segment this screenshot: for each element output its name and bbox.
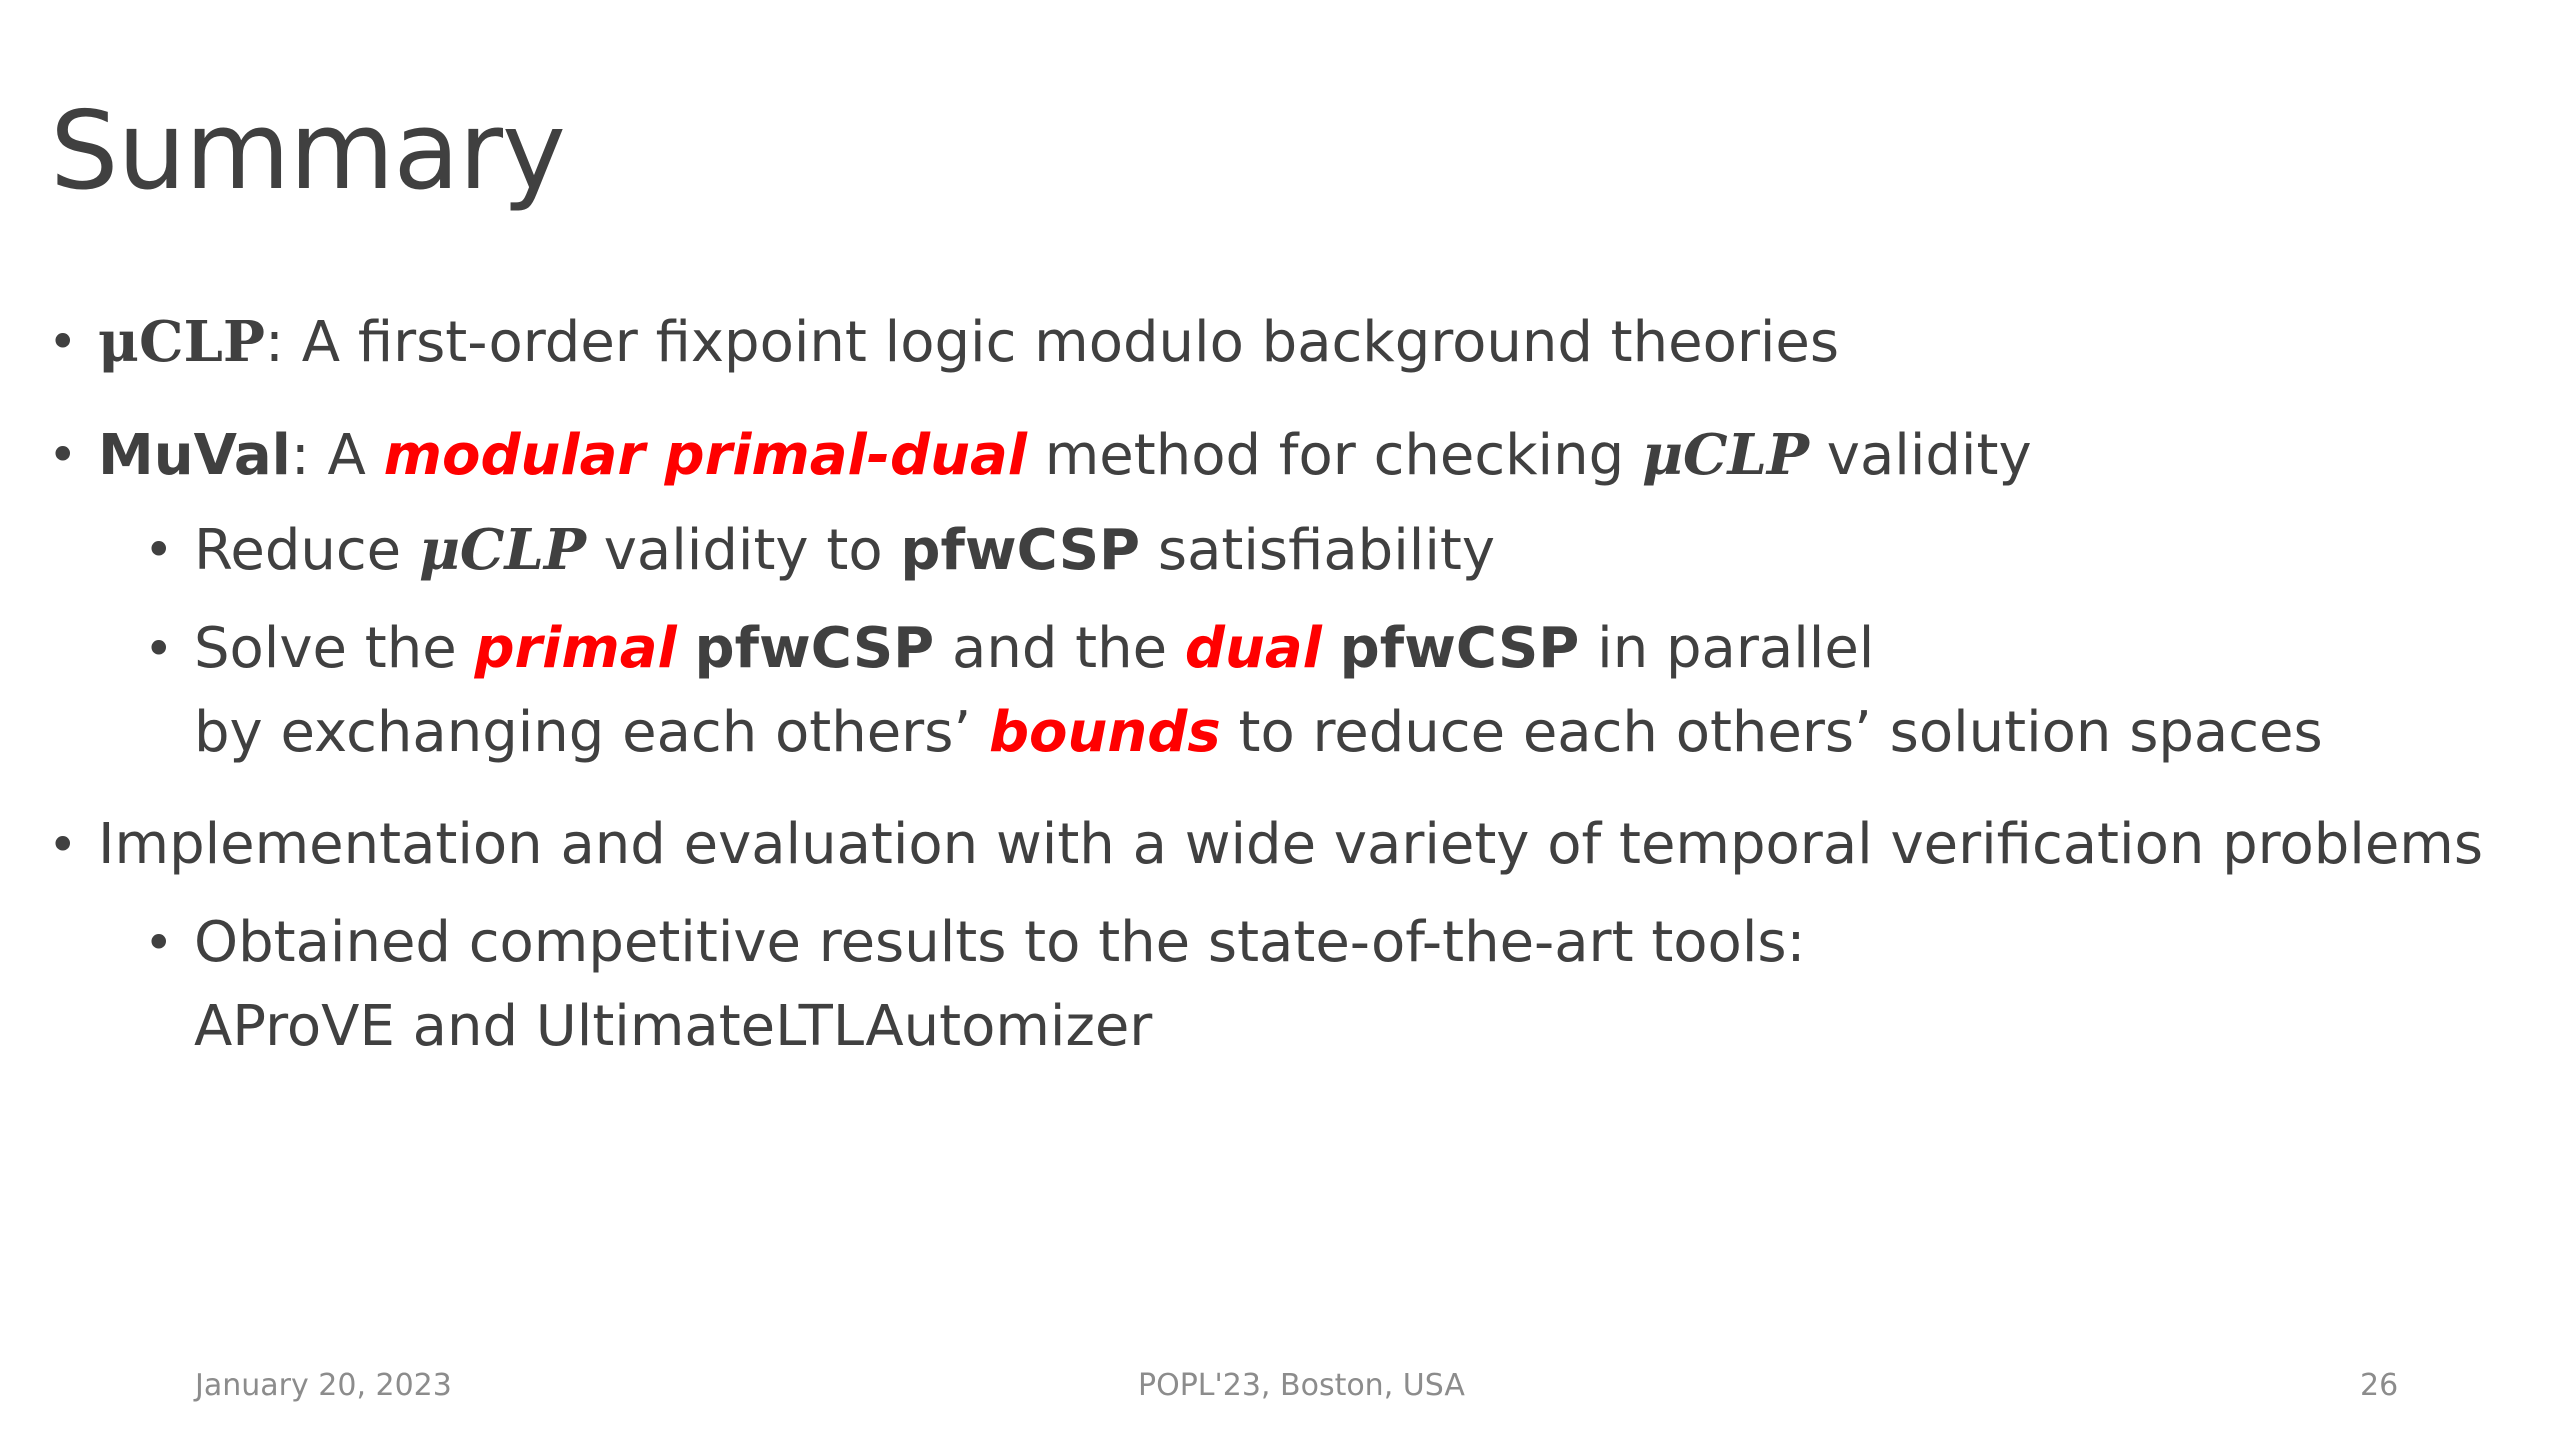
subbullet-solve [48,607,2518,775]
slide-body [48,300,2518,1081]
term-pfwcsp: pfwCSP [1339,616,1580,681]
bullet-text: in parallel [1579,616,1875,681]
subbullet-solve-line1 [194,607,2518,691]
footer-date: January 20, 2023 [195,1368,452,1403]
highlight-primal: primal [474,616,677,681]
bullet-marker: • [144,620,174,678]
bullet-marker: • [144,914,174,972]
term-uclp: μCLP [98,309,266,375]
term-pfwcsp: pfwCSP [694,616,935,681]
bullet-text: validity to [585,518,901,583]
term-uclp: μCLP [418,517,586,583]
bullet-text: validity [1809,423,2032,488]
bullet-text: Solve the [194,616,475,681]
bullet-muval [48,413,2518,498]
footer-page-number: 26 [2360,1368,2399,1403]
footer-conference: POPL'23, Boston, USA [1138,1368,1465,1403]
subbullet-solve-line2 [194,691,2518,775]
bullet-implementation [48,803,2518,887]
bullet-text: : A first-order fixpoint logic modulo background theories [265,310,1840,375]
bullet-text: by exchanging each others’ [194,700,989,765]
highlight-dual: dual [1184,616,1322,681]
bullet-text [677,616,695,681]
term-muval: MuVal [98,423,291,488]
bullet-marker: • [144,521,174,579]
highlight-bounds: bounds [988,700,1221,765]
subbullet-reduce [48,508,2518,593]
highlight-modular-primal-dual: modular primal-dual [383,423,1027,488]
subbullet-results-line1: Obtained competitive results to the state-of-the-art tools: [194,910,1806,975]
term-uclp: μCLP [1641,422,1809,488]
term-pfwcsp: pfwCSP [900,518,1141,583]
bullet-text: and the [934,616,1185,681]
bullet-marker: • [48,816,78,874]
bullet-text: Reduce [194,518,419,583]
bullet-uclp [48,300,2518,385]
subbullet-results [48,901,2518,1069]
bullet-text: to reduce each others’ solution spaces [1220,700,2323,765]
bullet-text: method for checking [1026,423,1642,488]
subbullet-results-line2: AProVE and UltimateLTLAutomizer [194,994,1153,1059]
bullet-text: satisfiability [1140,518,1495,583]
bullet-marker: • [48,426,78,484]
bullet-text [1322,616,1340,681]
slide-title: Summary [50,89,565,214]
bullet-marker: • [48,313,78,371]
bullet-text: : A [290,423,384,488]
bullet-text: Implementation and evaluation with a wide variety of temporal verification problems [98,812,2484,877]
